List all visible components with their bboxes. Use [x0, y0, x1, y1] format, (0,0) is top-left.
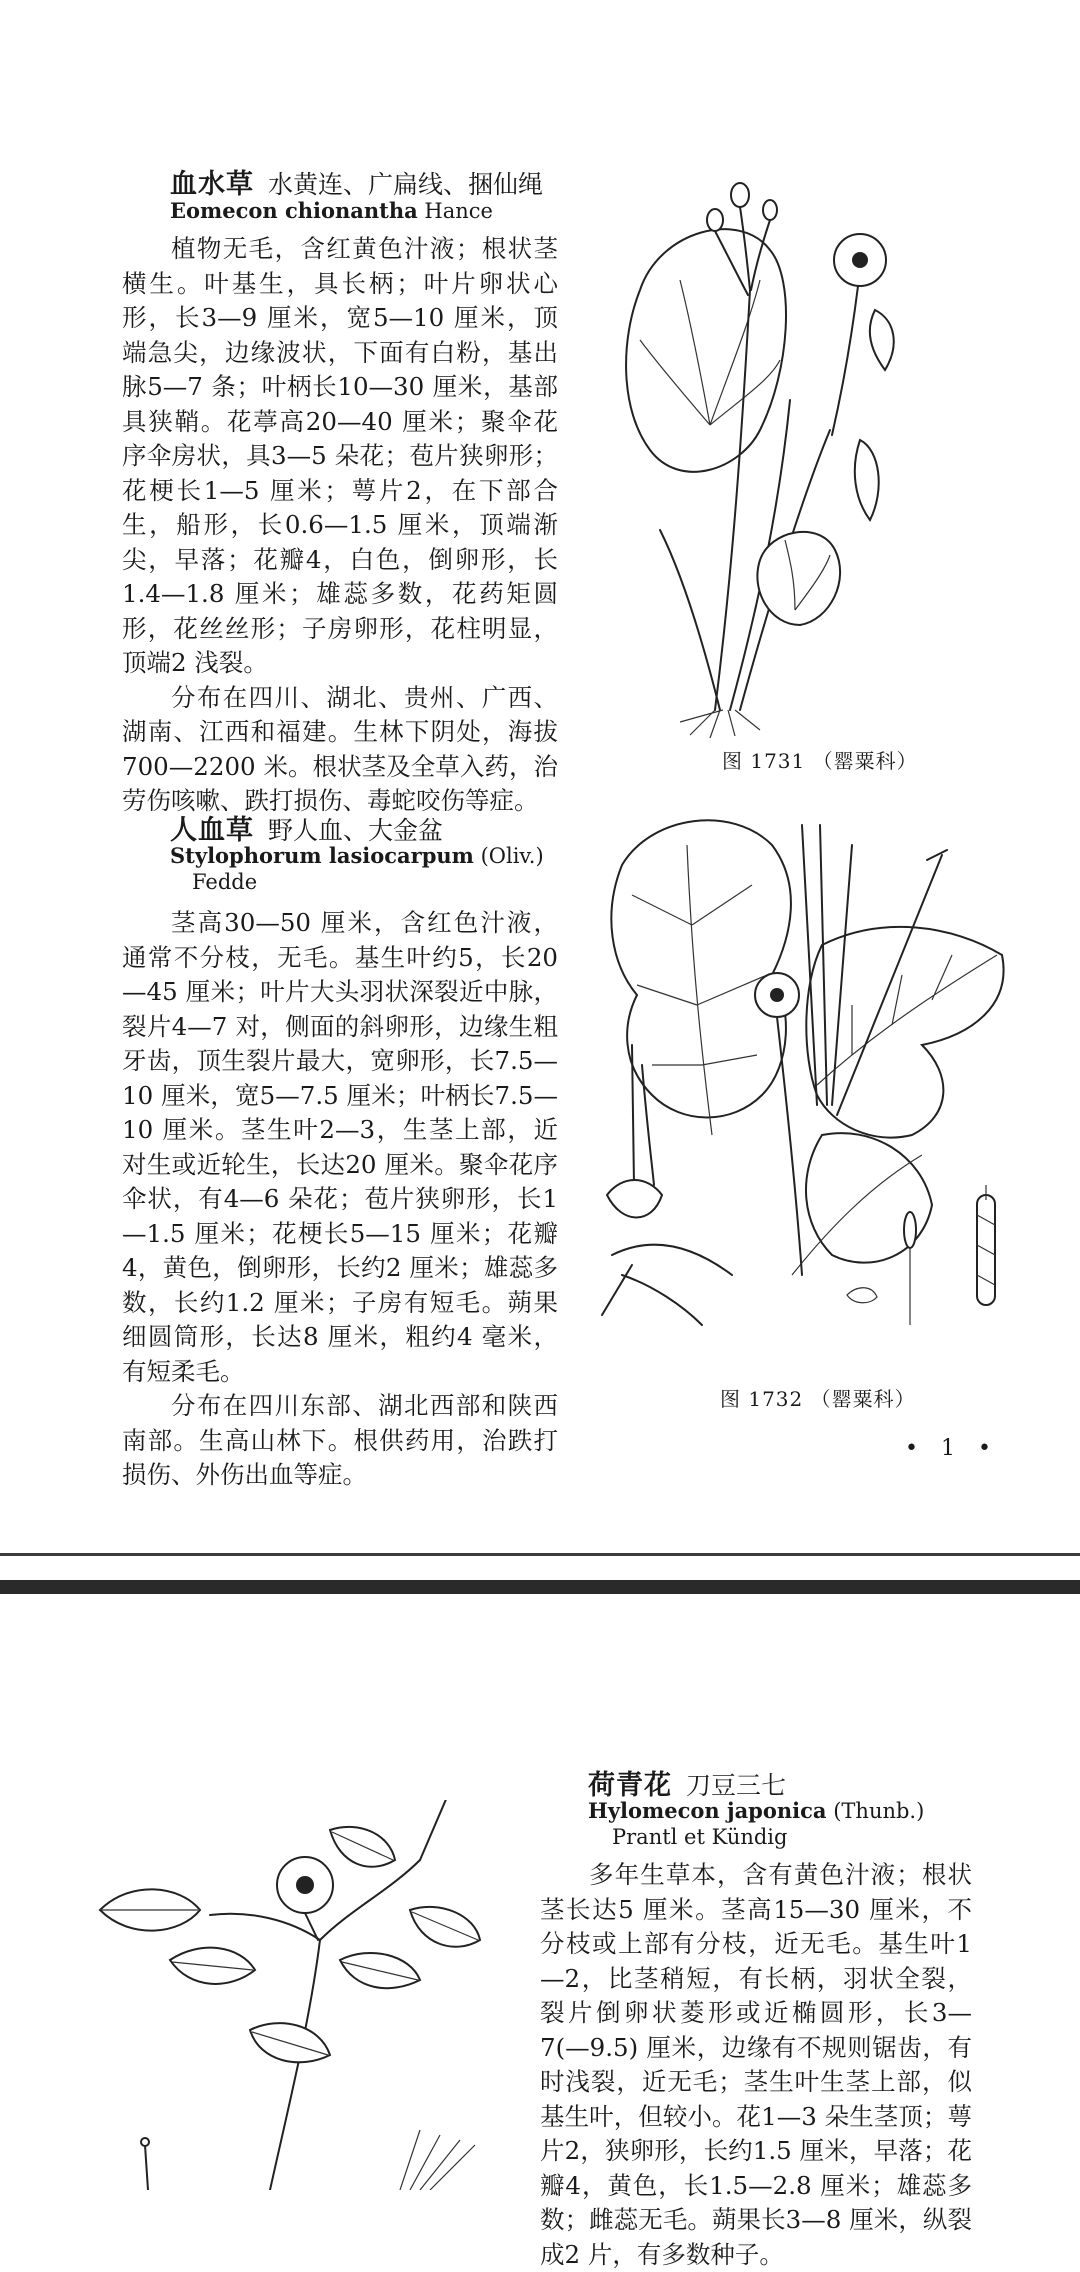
entry3-latin-author-1: (Thunb.) [833, 1799, 925, 1823]
entry1-latin-name: Eomecon chionantha [170, 198, 418, 223]
page-number: • 1 • [905, 1436, 999, 1461]
entry1-distribution: 分布在四川、湖北、贵州、广西、湖南、江西和福建。生林下阴处，海拔700—2200 米。根状茎及全草入药，治劳伤咳嗽、跌打损伤、毒蛇咬伤等症。 [122, 682, 558, 815]
page-separator-thick [0, 1580, 1080, 1594]
entry1-latin [170, 197, 493, 225]
entry1-latin-author: Hance [424, 199, 493, 223]
entry1-body [122, 232, 558, 819]
entry2-aliases: 野人血、大金盆 [268, 816, 444, 845]
entry2-latin-name: Stylophorum lasiocarpum [170, 843, 474, 868]
entry2-body [122, 906, 558, 1493]
entry2-name: 人血草 [170, 815, 254, 846]
entry3-name: 荷青花 [588, 1770, 672, 1801]
entry1-name: 血水草 [170, 169, 254, 200]
entry3-description: 多年生草本，含有黄色汁液；根状茎长达5 厘米。茎高15—30 厘米，不分枝或上部有分枝，近无毛。基生叶1—2，比茎稍短，有长柄，羽状全裂，裂片倒卵状菱形或近椭圆形，长3—7(—9.5) 厘米，边缘有不规则锯齿，有时浅裂，近无毛；茎生叶生茎上部，似基生叶，但较小。花1—3 朵生茎顶；萼片2，狭卵形，长约1.5 厘米，早落；花瓣4，黄色，长1.5—2.8 厘米；雄蕊多数；雌蕊无毛。蒴果长3—8 厘米，纵裂成2 片，有多数种子。 [540, 1860, 972, 2269]
entry2-latin-author-1: (Oliv.) [480, 844, 544, 868]
figure-1731-caption: 图 1731 （罂粟科） [722, 749, 918, 773]
entry2-distribution: 分布在四川东部、湖北西部和陕西南部。生高山林下。根供药用，治跌打损伤、外伤出血等症。 [122, 1391, 558, 1489]
entry3-body [540, 1858, 972, 2272]
entry1-aliases: 水黄连、广扁线、捆仙绳 [268, 170, 544, 199]
entry2-latin-author-2: Fedde [192, 870, 258, 894]
entry1-description: 植物无毛，含红黄色汁液；根状茎横生。叶基生，具长柄；叶片卵状心形，长3—9 厘米，宽5—10 厘米，顶端急尖，边缘波状，下面有白粉，基出脉5—7 条；叶柄长10—30 厘米，基部具狭鞘。花葶高20—40 厘米；聚伞花序伞房状，具3—5 朵花；苞片狭卵形；花梗长1—5 厘米；萼片2，在下部合生，船形，长0.6—1.5 厘米，顶端渐尖，早落；花瓣4，白色，倒卵形，长1.4—1.8 厘米；雄蕊多数，花药矩圆形，花丝丝形；子房卵形，花柱明显，顶端2 浅裂。 [122, 234, 558, 677]
entry3-latin-name: Hylomecon japonica [588, 1798, 827, 1823]
entry3-latin [588, 1797, 924, 1825]
figure-1731-illustration [620, 170, 900, 740]
entry3-aliases: 刀豆三七 [686, 1771, 787, 1800]
figure-hylomecon-illustration [90, 1800, 530, 2190]
figure-1732-caption: 图 1732 （罂粟科） [720, 1387, 916, 1411]
entry2-description: 茎高30—50 厘米，含红色汁液，通常不分枝，无毛。基生叶约5，长20—45 厘米；叶片大头羽状深裂近中脉，裂片4—7 对，侧面的斜卵形，边缘生粗牙齿，顶生裂片最大，宽卵形，长7.5—10 厘米，宽5—7.5 厘米；叶柄长7.5—10 厘米。茎生叶2—3，生茎上部，近对生或近轮生，长达20 厘米。聚伞花序伞状，有4—6 朵花；苞片狭卵形，长1—1.5 厘米；花梗长5—15 厘米；花瓣4，黄色，倒卵形，长约2 厘米；雄蕊多数，长约1.2 厘米；子房有短毛。蒴果细圆筒形，长达8 厘米，粗约4 毫米，有短柔毛。 [122, 908, 558, 1386]
entry3-latin-author-2: Prantl et Kündig [612, 1825, 788, 1849]
page-separator-thin [0, 1553, 1080, 1556]
figure-1732-illustration [592, 805, 1022, 1340]
entry1-heading [170, 162, 543, 201]
entry2-latin [170, 842, 544, 870]
